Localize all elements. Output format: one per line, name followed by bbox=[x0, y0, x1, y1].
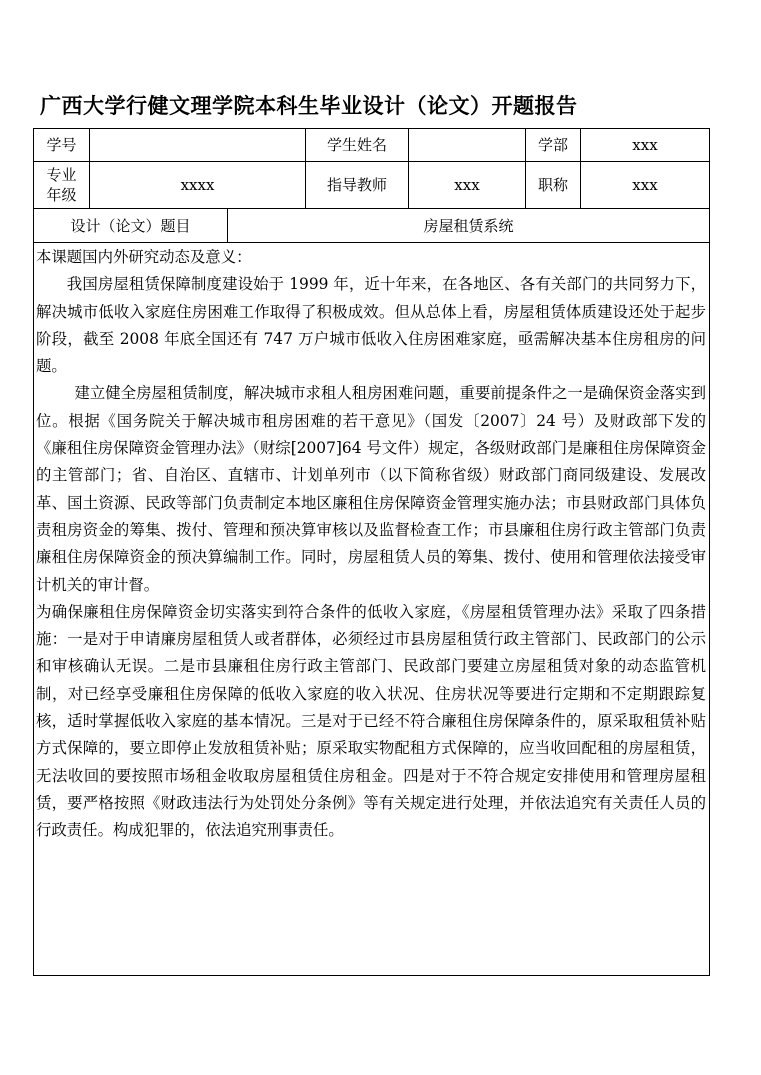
student-id-field[interactable] bbox=[90, 129, 305, 161]
body-paragraph: 我国房屋租赁保障制度建设始于 1999 年，近十年来，在各地区、各有关部门的共同努力下，解决城市低收入家庭住房困难工作取得了积极成效。但从总体上看，房屋租赁体质建设还处于起步阶段，截至 2008 年底全国还有 747 万户城市低收入住房困难家庭，亟需解决基本住房租房的问题。 bbox=[36, 275, 706, 376]
student-name-label: 学生姓名 bbox=[326, 136, 387, 154]
title-rank-label: 职称 bbox=[537, 176, 568, 194]
proposal-form-table bbox=[33, 128, 710, 976]
grade-label: 年级 bbox=[46, 186, 77, 204]
thesis-title-value: 房屋租赁系统 bbox=[423, 216, 514, 235]
research-background-section bbox=[36, 244, 706, 845]
student-name-field[interactable] bbox=[409, 129, 525, 161]
body-paragraph: 建立健全房屋租赁制度，解决城市求租人租房困难问题，重要前提条件之一是确保资金落实到位。根据《国务院关于解决城市租房困难的若干意见》（国发〔2007〕24 号）及财政部下发的《廉租住房保障资金管理办法》（财综[2007]64 号文件）规定，各级财政部门是廉租住房保障资金的主管部门；省、自治区、直辖市、计划单列市（以下简称省级）财政部门商同级建设、发展改革、国土资源、民政等部门负责制定本地区廉租住房保障资金管理实施办法；市县财政部门具体负责租房资金的筹集、拨付、管理和预决算审核以及监督检查工作；市县廉租住房行政主管部门负责廉租住房保障资金的预决算编制工作。同时，房屋租赁人员的筹集、拨付、使用和管理依法接受审计机关的审计督。 bbox=[36, 384, 706, 594]
row-divider bbox=[34, 242, 709, 243]
department-label: 学部 bbox=[537, 136, 568, 154]
section-heading: 本课题国内外研究动态及意义： bbox=[36, 248, 252, 266]
advisor-value: xxx bbox=[454, 176, 480, 194]
body-paragraph: 为确保廉租住房保障资金切实落实到符合条件的低收入家庭，《房屋租赁管理办法》采取了四条措施：一是对于申请廉房屋租赁人或者群体，必须经过市县房屋租赁行政主管部门、民政部门的公示和审核确认无误。二是市县廉租住房行政主管部门、民政部门要建立房屋租赁对象的动态监管机制，对已经享受廉租住房保障的低收入家庭的收入状况、住房状况等要进行定期和不定期跟踪复核，适时掌握低收入家庭的基本情况。三是对于已经不符合廉租住房保障条件的，原采取租赁补贴方式保障的，要立即停止发放租赁补贴；原采取实物配租方式保障的，应当收回配租的房屋租赁，无法收回的要按照市场租金收取房屋租赁住房租金。四是对于不符合规定安排使用和管理房屋租赁，要严格按照《财政违法行为处罚处分条例》等有关规定进行处理，并依法追究有关责任人员的行政责任。构成犯罪的，依法追究刑事责任。 bbox=[36, 602, 706, 840]
major-grade-value: xxxx bbox=[180, 176, 215, 194]
thesis-title-label: 设计（论文）题目 bbox=[70, 216, 191, 235]
report-title: 广西大学行健文理学院本科生毕业设计（论文）开题报告 bbox=[40, 94, 578, 118]
student-id-label: 学号 bbox=[46, 136, 77, 154]
advisor-label: 指导教师 bbox=[326, 176, 387, 194]
major-grade-label bbox=[34, 162, 89, 208]
major-label: 专业 bbox=[46, 166, 77, 184]
title-rank-value: xxx bbox=[632, 176, 658, 194]
department-value: xxx bbox=[632, 136, 658, 154]
